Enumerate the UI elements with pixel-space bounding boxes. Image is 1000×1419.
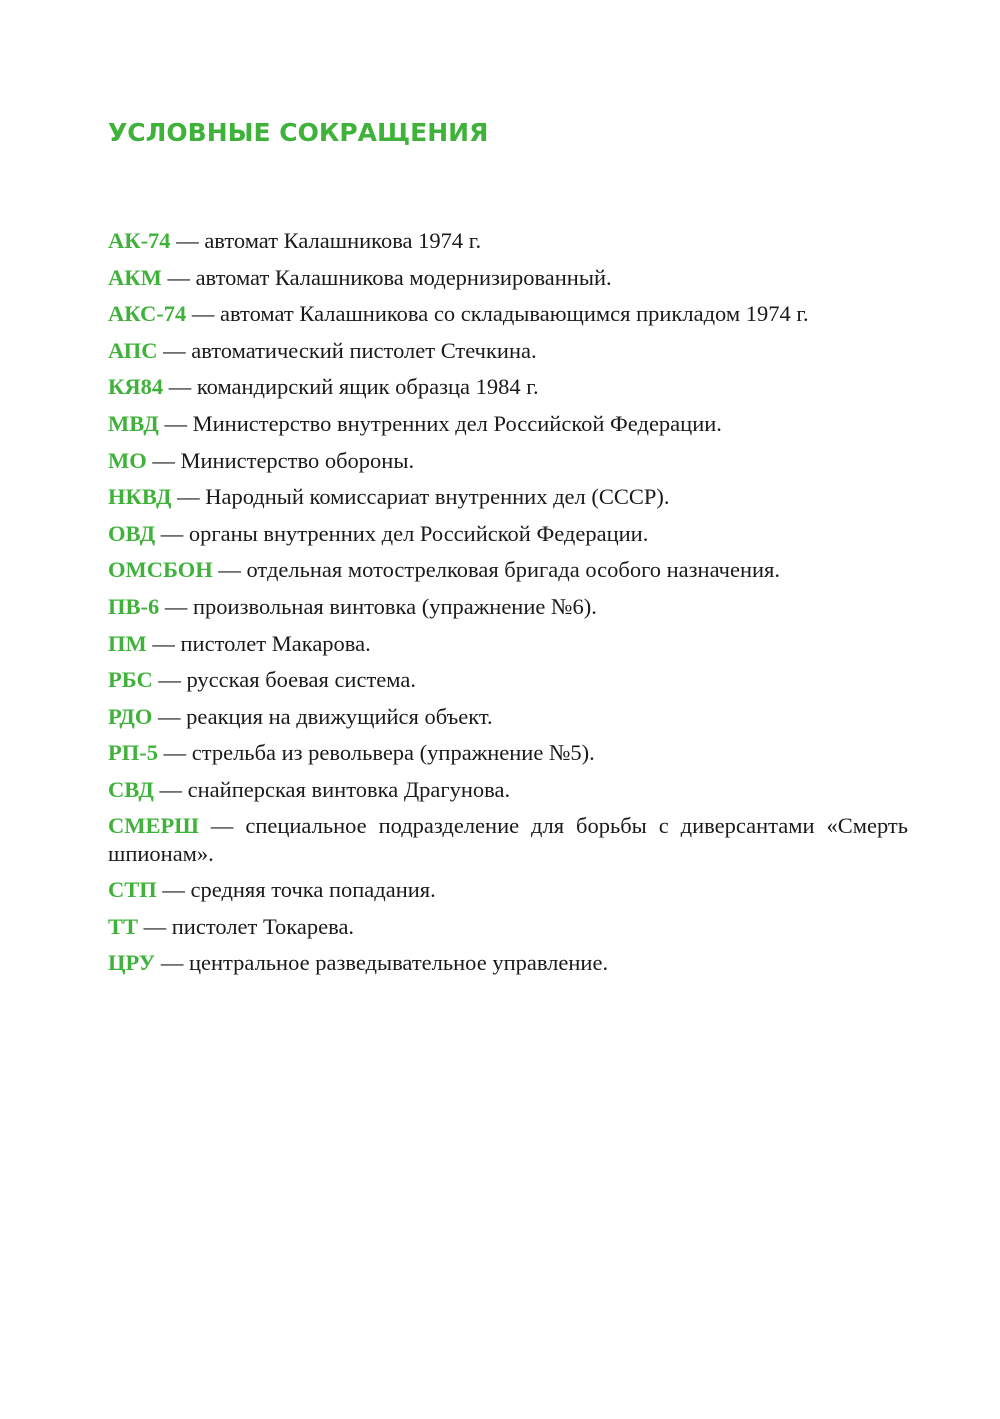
abbreviation: ТТ <box>108 913 139 939</box>
abbreviation: ОВД <box>108 520 156 546</box>
abbreviation: СТП <box>108 877 157 903</box>
definition: — пистолет Макарова. <box>146 630 371 656</box>
list-item <box>108 226 908 255</box>
list-item <box>108 592 908 621</box>
abbreviation: НКВД <box>108 484 172 510</box>
abbreviation: ЦРУ <box>108 950 156 976</box>
list-item <box>108 738 908 767</box>
abbreviation: РБС <box>108 667 153 693</box>
definition: — автомат Калашникова со складывающимся прикладом 1974 г. <box>186 301 809 327</box>
list-item <box>108 629 908 658</box>
list-item <box>108 875 908 904</box>
abbreviation: АКС-74 <box>108 301 187 327</box>
list-item <box>108 555 908 584</box>
abbreviation: ОМСБОН <box>108 557 213 583</box>
list-item <box>108 482 908 511</box>
abbreviation: КЯ84 <box>108 374 164 400</box>
definition: — снайперская винтовка Драгунова. <box>153 776 511 802</box>
abbreviation: МО <box>108 447 147 473</box>
list-item <box>108 948 908 977</box>
definition: — автомат Калашникова модернизированный. <box>161 264 612 290</box>
definition: — произвольная винтовка (упражнение №6). <box>159 593 597 619</box>
definition: — Министерство внутренних дел Российской Федерации. <box>158 410 722 436</box>
page-title: УСЛОВНЫЕ СОКРАЩЕНИЯ <box>108 118 489 147</box>
definition: — реакция на движущийся объект. <box>152 703 493 729</box>
list-item <box>108 912 908 941</box>
abbreviation: ПМ <box>108 630 147 656</box>
abbreviation: АПС <box>108 337 158 363</box>
abbreviation: РДО <box>108 703 153 729</box>
abbreviations-list <box>108 226 908 985</box>
list-item <box>108 812 908 868</box>
list-item <box>108 775 908 804</box>
definition: — органы внутренних дел Российской Федерации. <box>155 520 649 546</box>
abbreviation: АК-74 <box>108 228 171 253</box>
list-item <box>108 336 908 365</box>
definition: — стрельба из револьвера (упражнение №5). <box>158 740 595 766</box>
abbreviation: АКМ <box>108 264 162 290</box>
definition: — русская боевая система. <box>152 667 416 693</box>
list-item <box>108 409 908 438</box>
list-item <box>108 263 908 292</box>
definition: — отдельная мотострелковая бригада особого назначения. <box>212 557 781 583</box>
abbreviation: СВД <box>108 776 154 802</box>
definition: — специальное подразделение для борьбы с диверсантами «Смерть шпионам». <box>108 812 908 866</box>
definition: — Народный комиссариат внутренних дел (СССР). <box>171 484 670 510</box>
abbreviation: СМЕРШ <box>108 812 199 838</box>
definition: — Министерство обороны. <box>146 447 415 473</box>
definition: — центральное разведывательное управление. <box>155 950 609 976</box>
definition: — командирский ящик образца 1984 г. <box>163 374 539 400</box>
list-item <box>108 665 908 694</box>
abbreviation: МВД <box>108 410 159 436</box>
list-item <box>108 446 908 475</box>
list-item <box>108 372 908 401</box>
definition: — автоматический пистолет Стечкина. <box>157 337 537 363</box>
abbreviation: ПВ-6 <box>108 593 160 619</box>
definition: — автомат Калашникова 1974 г. <box>170 228 482 253</box>
list-item <box>108 702 908 731</box>
list-item <box>108 299 908 328</box>
abbreviation: РП-5 <box>108 740 158 766</box>
definition: — средняя точка попадания. <box>156 877 436 903</box>
definition: — пистолет Токарева. <box>138 913 355 939</box>
list-item <box>108 519 908 548</box>
